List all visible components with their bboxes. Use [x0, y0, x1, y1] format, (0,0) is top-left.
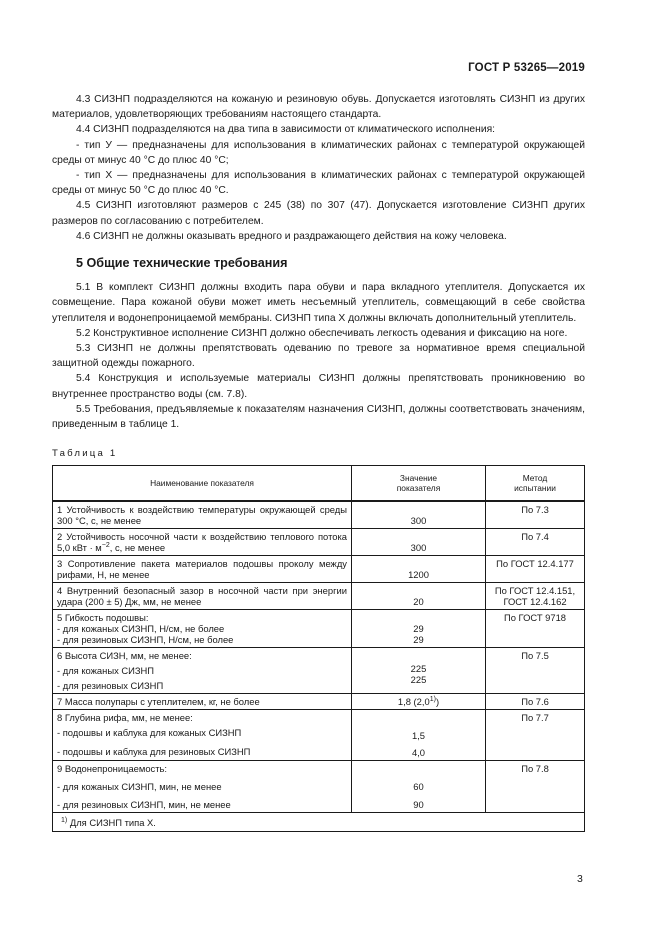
clause-4-4-type-x: - тип Х — предназначены для использования в климатических районах с температурой окружающей среды от минус 50 °С до плюс 40 °С. [52, 170, 585, 197]
page-number: 3 [577, 873, 583, 885]
table-row [53, 610, 585, 648]
row-value: 29 29 [352, 610, 486, 648]
row-value: 1200 [352, 556, 486, 583]
row-value: 225 225 [352, 648, 486, 694]
row-value: 1,5 4,0 [352, 710, 486, 761]
row-name: 3 Сопротивление пакета материалов подошвы проколу между рифами, Н, не менее [53, 556, 352, 583]
col-header-method: Метод испытании [486, 466, 585, 502]
clause-5-1: 5.1 В комплект СИЗНП должны входить пара обуви и пара вкладного утеплителя. Допускается их совмещение. Пара кожаной обуви может иметь несъемный утеплитель, совмещающий в себе свойства утеплителя и водонепроницаемой мембраны. СИЗНП типа Х должны включать дополнительный утеплитель. [52, 282, 585, 324]
row-value: 20 [352, 583, 486, 610]
table-row [53, 648, 585, 694]
col-header-value: Значение показателя [352, 466, 486, 502]
table-header-row [53, 466, 585, 502]
clause-5-5: 5.5 Требования, предъявляемые к показателям назначения СИЗНП, должны соответствовать значениям, приведенным в таблице 1. [52, 403, 585, 431]
row-name: 5 Гибкость подошвы: - для кожаных СИЗНП, Н/см, не более - для резиновых СИЗНП, Н/см, не более [53, 610, 352, 648]
row-name: 2 Устойчивость носочной части к воздействию теплового потока 5,0 кВт · $м^{-2}$, с, не менее [53, 529, 352, 556]
table-row [53, 556, 585, 583]
clause-4-4: 4.4 СИЗНП подразделяются на два типа в зависимости от климатического исполнения: [76, 124, 496, 136]
clause-4-5: 4.5 СИЗНП изготовляют размеров с 245 (38) по 307 (47). Допускается изготовление СИЗНП других размеров по согласованию с потребителем. [52, 200, 585, 227]
row-method: По 7.6 [486, 694, 585, 710]
row-method: По 7.5 [486, 648, 585, 694]
row-value: 300 [352, 529, 486, 556]
row-value: 1,8 (2,0$^{1)}$) [352, 694, 486, 710]
row-name: 7 Масса полупары с утеплителем, кг, не более [53, 694, 352, 710]
table-row [53, 583, 585, 610]
requirements-table [52, 465, 585, 832]
row-method: По ГОСТ 9718 [486, 610, 585, 648]
table-row [53, 501, 585, 529]
clause-4-6: 4.6 СИЗНП не должны оказывать вредного и раздражающего действия на кожу человека. [76, 230, 507, 242]
clause-4-3: 4.3 СИЗНП подразделяются на кожаную и резиновую обувь. Допускается изготовлять СИЗНП из других материалов, удовлетворяющих требованиям настоящего стандарта. [52, 94, 585, 121]
row-method: По 7.8 [486, 761, 585, 813]
row-name: 1 Устойчивость к воздействию температуры окружающей среды 300 °С, с, не менее [53, 501, 352, 529]
row-name: 6 Высота СИЗН, мм, не менее: - для кожаных СИЗНП - для резиновых СИЗНП [53, 648, 352, 694]
table-row [53, 529, 585, 556]
row-method: По 7.4 [486, 529, 585, 556]
row-method: По ГОСТ 12.4.151, ГОСТ 12.4.162 [486, 583, 585, 610]
clause-5-3: 5.3 СИЗНП не должны препятствовать одеванию по тревоге за нормативное время специальной защитной одежды пожарного. [52, 343, 585, 370]
row-value: 60 90 [352, 761, 486, 813]
table-row [53, 694, 585, 710]
row-method: По ГОСТ 12.4.177 [486, 556, 585, 583]
clause-5-4: 5.4 Конструкция и используемые материалы СИЗНП должны препятствовать проникновению во внутреннее пространство воды (см. 7.8). [52, 373, 585, 400]
table-caption: Таблица 1 [52, 448, 118, 460]
section-5-title: 5 Общие технические требования [76, 256, 288, 271]
row-value: 300 [352, 501, 486, 529]
clause-4-4-type-u: - тип У — предназначены для использования в климатических районах с температурой окружающей среды от минус 40 °С до плюс 40 °С; [52, 139, 585, 166]
table-footnote-row [53, 813, 585, 832]
row-method: По 7.7 [486, 710, 585, 761]
clause-5-2: 5.2 Конструктивное исполнение СИЗНП должно обеспечивать легкость одевания и фиксацию на ноге. [76, 327, 568, 339]
page-content [52, 92, 585, 832]
row-name: 8 Глубина рифа, мм, не менее: - подошвы и каблука для кожаных СИЗНП - подошвы и каблука для резиновых СИЗНП [53, 710, 352, 761]
row-name: 4 Внутренний безопасный зазор в носочной части при энергии удара (200 ± 5) Дж, мм, не менее [53, 583, 352, 610]
row-name: 9 Водонепроницаемость: - для кожаных СИЗНП, мин, не менее - для резиновых СИЗНП, мин, не менее [53, 761, 352, 813]
table-row [53, 710, 585, 761]
table-footnote: $^{1)}$ Для СИЗНП типа Х. [53, 813, 585, 832]
col-header-name: Наименование показателя [53, 466, 352, 502]
document-code: ГОСТ Р 53265—2019 [468, 62, 585, 74]
table-row [53, 761, 585, 813]
row-method: По 7.3 [486, 501, 585, 529]
